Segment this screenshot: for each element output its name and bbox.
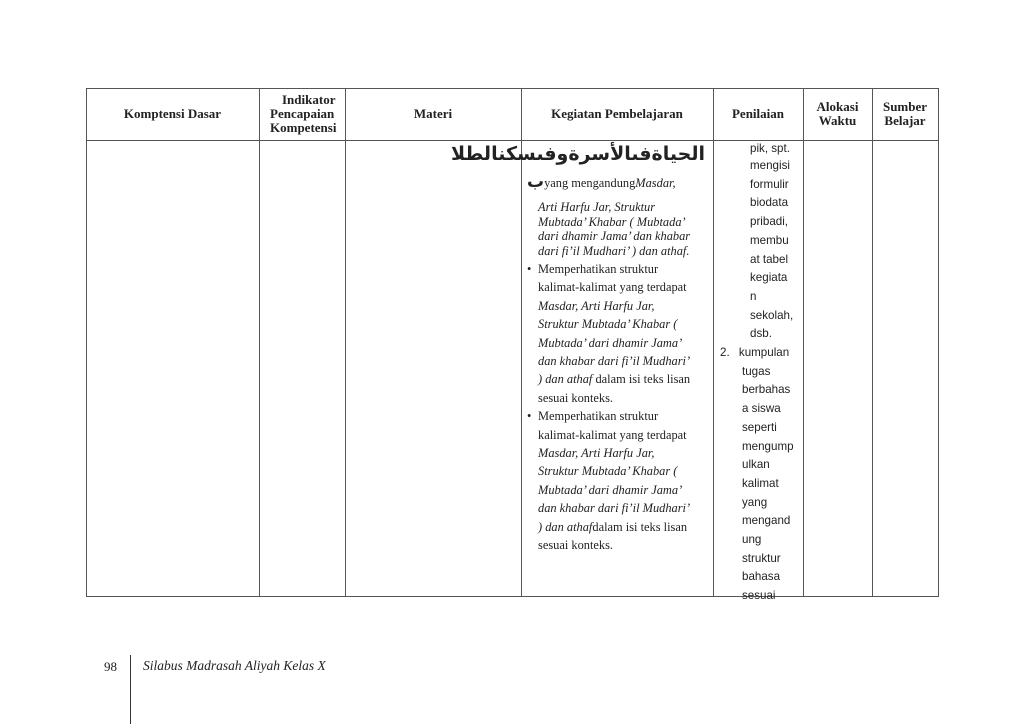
header-alokasi-waktu <box>803 88 872 140</box>
bullet-dot: • <box>527 262 532 276</box>
penilaian-line: kumpulan <box>738 346 790 360</box>
bullet-item <box>527 260 711 407</box>
penilaian-line: pribadi, <box>750 215 789 229</box>
table-bottom-border <box>86 596 938 597</box>
bullet-item <box>527 407 711 554</box>
penilaian-line: a siswa <box>742 402 781 416</box>
arabic-continuation-line <box>527 168 711 197</box>
arabic-text: الحياةفىالأسرةوفىسكنالطلا <box>451 143 705 165</box>
column-divider <box>938 88 939 597</box>
header-indikator <box>259 88 345 140</box>
bullet-line-italic: Masdar, Arti Harfu Jar, <box>538 298 655 313</box>
penilaian-cell <box>720 141 800 606</box>
header-komptensi-dasar-label: Komptensi Dasar <box>123 106 222 121</box>
header-penilaian-label: Penilaian <box>731 106 784 121</box>
header-materi-label: Materi <box>413 106 453 121</box>
italic-line <box>527 244 711 259</box>
bullet-line-italic: Masdar, Arti Harfu Jar, <box>538 446 655 461</box>
bullet-line <box>538 444 711 462</box>
yang-mengandung-text: yang mengandung <box>544 176 636 190</box>
penilaian-line: sekolah, <box>750 308 794 322</box>
arabic-letter: ب <box>527 172 545 192</box>
bullet-line: kalimat-kalimat yang terdapat <box>538 427 687 442</box>
column-divider <box>803 88 804 597</box>
footer-divider <box>130 655 131 724</box>
italic-line-text: Arti Harfu Jar, Struktur <box>538 200 656 214</box>
header-indikator-line-3: Kompetensi <box>270 120 337 135</box>
header-sumber-belajar <box>872 88 938 140</box>
header-sumber-line-1: Sumber <box>882 99 928 114</box>
header-alokasi-line-1: Alokasi <box>816 99 859 114</box>
bullet-line <box>538 352 711 370</box>
bullet-line <box>538 334 711 352</box>
penilaian-line: seperti <box>742 420 777 434</box>
header-indikator-line-1: Indikator <box>282 92 336 107</box>
penilaian-line: berbahas <box>742 383 791 397</box>
bullet-line <box>538 462 711 480</box>
penilaian-line: mengump <box>742 439 794 453</box>
header-indikator-line-2: Pencapaian <box>270 106 335 121</box>
penilaian-line: at tabel <box>750 252 789 266</box>
header-materi <box>345 88 521 140</box>
bullet-line-plain: dalam isi teks lisan <box>592 519 688 534</box>
masdar-text: Masdar, <box>635 176 676 190</box>
italic-line-text: dari dhamir Jama’ dan khabar <box>538 229 691 243</box>
italic-line <box>527 200 711 215</box>
column-divider <box>345 88 346 597</box>
page-number: 98 <box>104 659 117 674</box>
italic-line <box>527 215 711 230</box>
bullet-line <box>538 481 711 499</box>
column-divider <box>259 88 260 597</box>
penilaian-line: tugas <box>742 364 771 378</box>
bullet-line-italic: Mubtada’ dari dhamir Jama’ <box>538 335 683 350</box>
penilaian-line: membu <box>750 233 789 247</box>
header-sumber-line-2: Belajar <box>884 113 926 128</box>
footer-title: Silabus Madrasah Aliyah Kelas X <box>143 658 326 673</box>
bullet-line-italic: Struktur Mubtada’ Khabar ( <box>538 464 678 479</box>
penilaian-line: bahasa <box>742 570 781 584</box>
penilaian-line: formulir <box>750 177 789 191</box>
penilaian-line: dsb. <box>750 327 772 341</box>
bullet-line <box>538 518 711 536</box>
bullet-line: sesuai konteks. <box>538 390 614 405</box>
penilaian-item-2 <box>720 344 800 363</box>
penilaian-line: pik, spt. <box>750 142 790 155</box>
italic-line <box>527 229 711 244</box>
bullet-line-plain: dalam isi teks lisan <box>592 372 691 387</box>
header-kegiatan-label: Kegiatan Pembelajaran <box>551 106 683 121</box>
penilaian-line: biodata <box>750 196 789 210</box>
header-kegiatan <box>521 88 713 140</box>
bullet-line <box>538 370 711 388</box>
column-divider <box>872 88 873 597</box>
header-alokasi-line-2: Waktu <box>818 113 857 128</box>
bullet-line: kalimat-kalimat yang terdapat <box>538 280 687 295</box>
bullet-line-italic: ) dan athaf <box>538 519 593 534</box>
penilaian-item-number: 2. <box>720 346 730 360</box>
bullet-line: Memperhatikan struktur <box>538 262 659 276</box>
penilaian-line: ung <box>742 533 762 547</box>
penilaian-line: ulkan <box>742 458 770 472</box>
bullet-line: sesuai konteks. <box>538 538 614 553</box>
bullet-line <box>538 499 711 517</box>
penilaian-line: mengand <box>742 514 791 528</box>
bullet-line-italic: dan khabar dari fi’il Mudhari’ <box>538 501 691 516</box>
bullet-line-italic: dan khabar dari fi’il Mudhari’ <box>538 354 691 369</box>
bullet-line <box>538 315 711 333</box>
italic-block <box>527 200 711 258</box>
header-komptensi-dasar <box>86 88 259 140</box>
italic-line-text: Mubtada’ Khabar ( Mubtada’ <box>538 214 686 229</box>
bullet-line-italic: ) dan athaf <box>538 372 593 387</box>
penilaian-line: struktur <box>742 551 781 565</box>
bullet-dot: • <box>527 409 532 424</box>
bullet-line <box>538 297 711 315</box>
column-divider <box>713 88 714 597</box>
penilaian-line: kalimat <box>742 476 779 490</box>
penilaian-line: yang <box>742 495 768 509</box>
italic-line-text: dari fi’il Mudhari’ ) dan athaf. <box>538 243 690 258</box>
penilaian-line: mengisi <box>750 159 790 172</box>
bullet-line: Memperhatikan struktur <box>538 409 659 424</box>
header-penilaian <box>713 88 803 140</box>
penilaian-line: n <box>750 289 757 303</box>
bullet-line-italic: Struktur Mubtada’ Khabar ( <box>538 317 678 332</box>
penilaian-line: sesuai <box>742 589 776 603</box>
kegiatan-cell <box>451 140 711 555</box>
column-divider <box>86 88 87 597</box>
penilaian-line: kegiata <box>750 271 788 285</box>
bullet-line-italic: Mubtada’ dari dhamir Jama’ <box>538 482 683 497</box>
